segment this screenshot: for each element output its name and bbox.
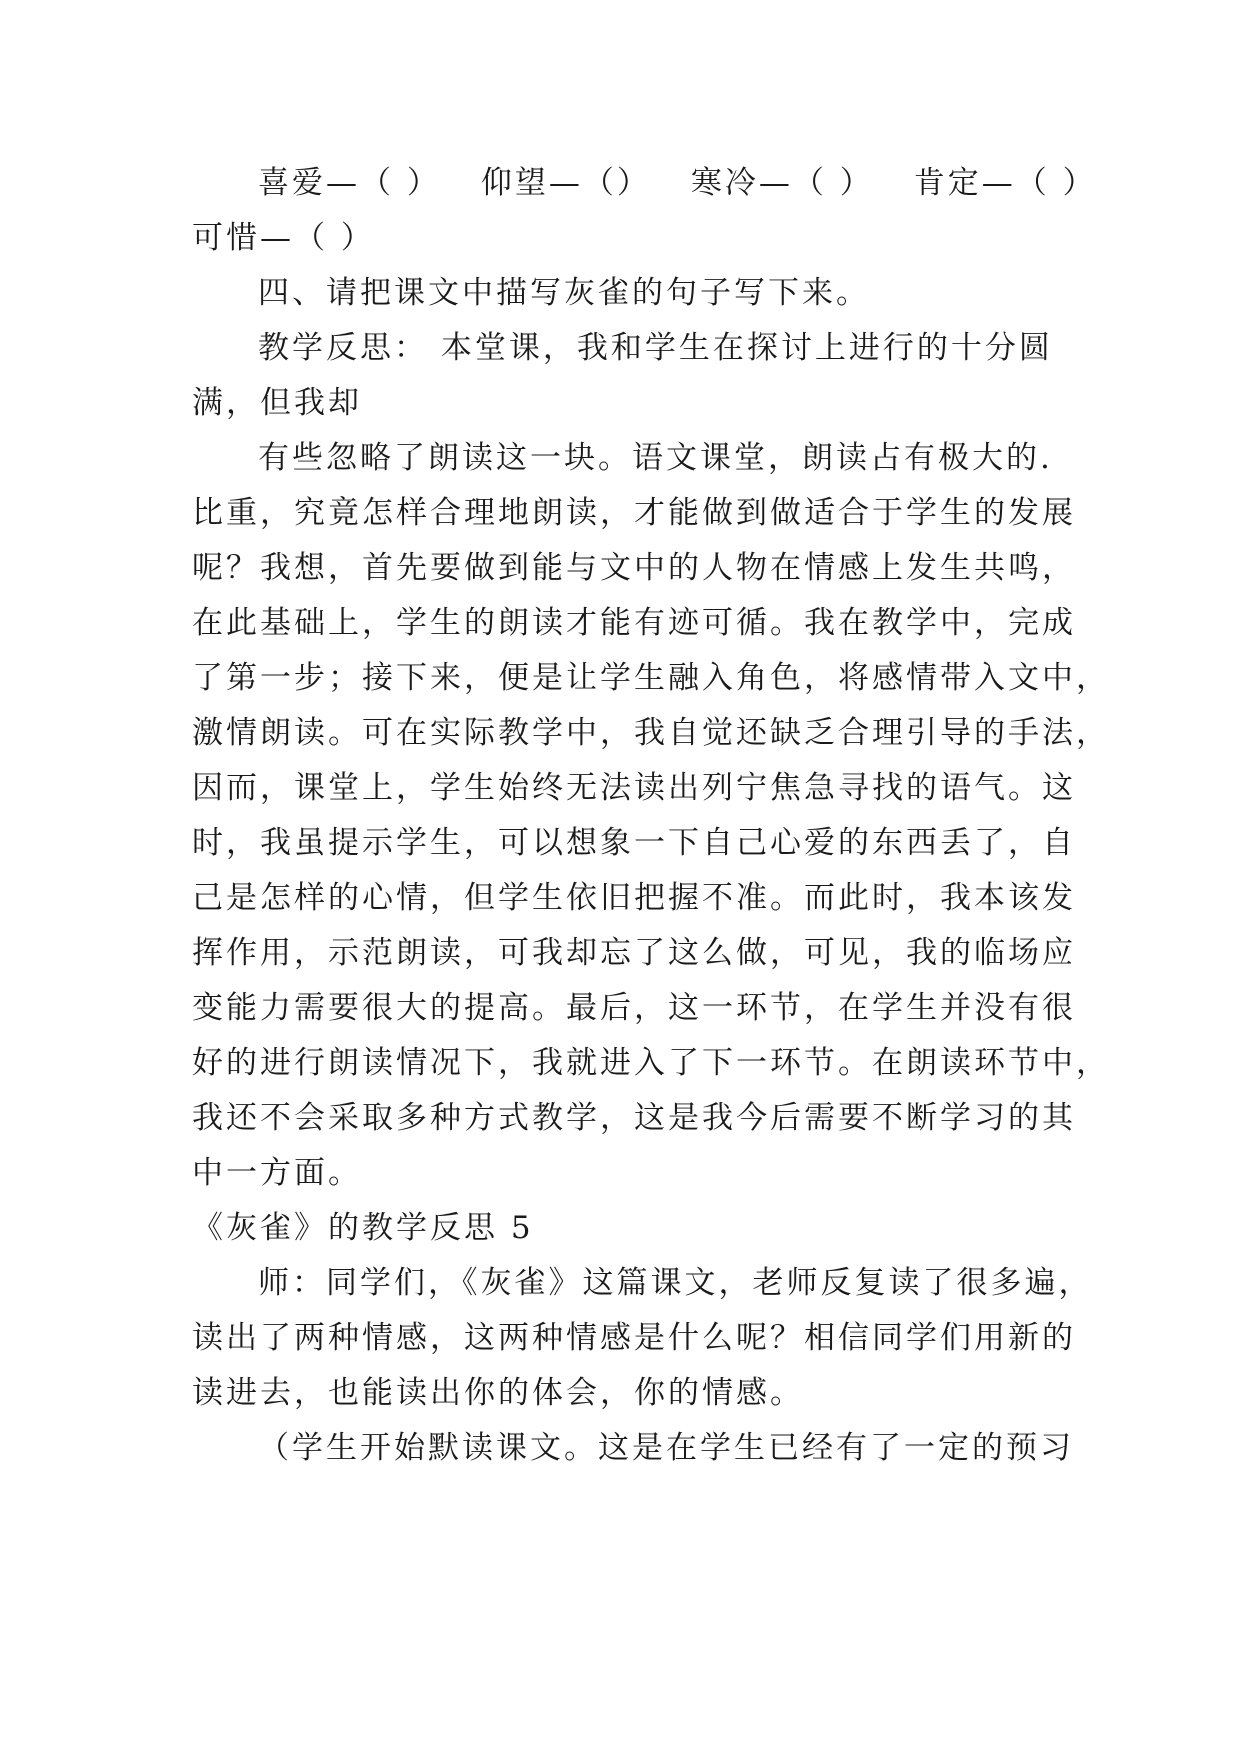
teacher-line: 师：同学们，《灰雀》这篇课文，老师反复读了很多遍， xyxy=(258,1265,1093,1301)
document-body xyxy=(192,156,1110,1476)
teacher-paragraph xyxy=(192,1256,1093,1421)
reflection-head-line2: 满，但我却 xyxy=(192,385,362,421)
student-line: （学生开始默读课文。这是在学生已经有了一定的预习 xyxy=(258,1430,1074,1466)
exercise-item-yangwang: 仰望—（） xyxy=(480,165,651,201)
reflection-line: 中一方面。 xyxy=(192,1155,362,1191)
exercise-four: 四、请把课文中描写灰雀的句子写下来。 xyxy=(258,275,870,311)
student-paragraph xyxy=(192,1421,1074,1476)
reflection-line: 了第一步；接下来，便是让学生融入角色，将感情带入文中， xyxy=(192,660,1110,696)
reflection-line: 呢？我想，首先要做到能与文中的人物在情感上发生共鸣， xyxy=(192,550,1076,586)
teacher-line: 读出了两种情感，这两种情感是什么呢？相信同学们用新的 xyxy=(192,1320,1076,1356)
reflection-head-line1: 教学反思： 本堂课，我和学生在探讨上进行的十分圆 xyxy=(258,330,1053,366)
reflection-line: 在此基础上，学生的朗读才能有迹可循。我在教学中，完成 xyxy=(192,605,1076,641)
exercise-item-kending: 肯定—（ ） xyxy=(913,165,1097,201)
reflection-line: 比重，究竟怎样合理地朗读，才能做到做适合于学生的发展 xyxy=(192,495,1076,531)
reflection-line: 时，我虽提示学生，可以想象一下自己心爱的东西丢了，自 xyxy=(192,825,1076,861)
reflection-line: 己是怎样的心情，但学生依旧把握不准。而此时，我本该发 xyxy=(192,880,1076,916)
exercise-three-row1 xyxy=(192,156,1097,211)
reflection-line: 激情朗读。可在实际教学中，我自觉还缺乏合理引导的手法， xyxy=(192,715,1110,751)
exercise-item-kexi: 可惜—（ ） xyxy=(192,220,375,256)
reflection-line: 变能力需要很大的提高。最后，这一环节，在学生并没有很 xyxy=(192,990,1076,1026)
section-title: 《灰雀》的教学反思 5 xyxy=(192,1210,534,1246)
reflection-line: 因而，课堂上，学生始终无法读出列宁焦急寻找的语气。这 xyxy=(192,770,1076,806)
teacher-line: 读进去，也能读出你的体会，你的情感。 xyxy=(192,1375,804,1411)
exercise-item-hanleng: 寒冷—（ ） xyxy=(690,165,874,201)
reflection-body xyxy=(192,431,1110,1201)
exercise-item-xiai: 喜爱—（ ） xyxy=(258,165,441,201)
reflection-line: 好的进行朗读情况下，我就进入了下一环节。在朗读环节中， xyxy=(192,1045,1110,1081)
reflection-line: 我还不会采取多种方式教学，这是我今后需要不断学习的其 xyxy=(192,1100,1076,1136)
reflection-line: 有些忽略了朗读这一块。语文课堂，朗读占有极大的. xyxy=(258,440,1053,476)
reflection-line: 挥作用，示范朗读，可我却忘了这么做，可见，我的临场应 xyxy=(192,935,1076,971)
exercise-three-row2 xyxy=(192,211,1062,266)
